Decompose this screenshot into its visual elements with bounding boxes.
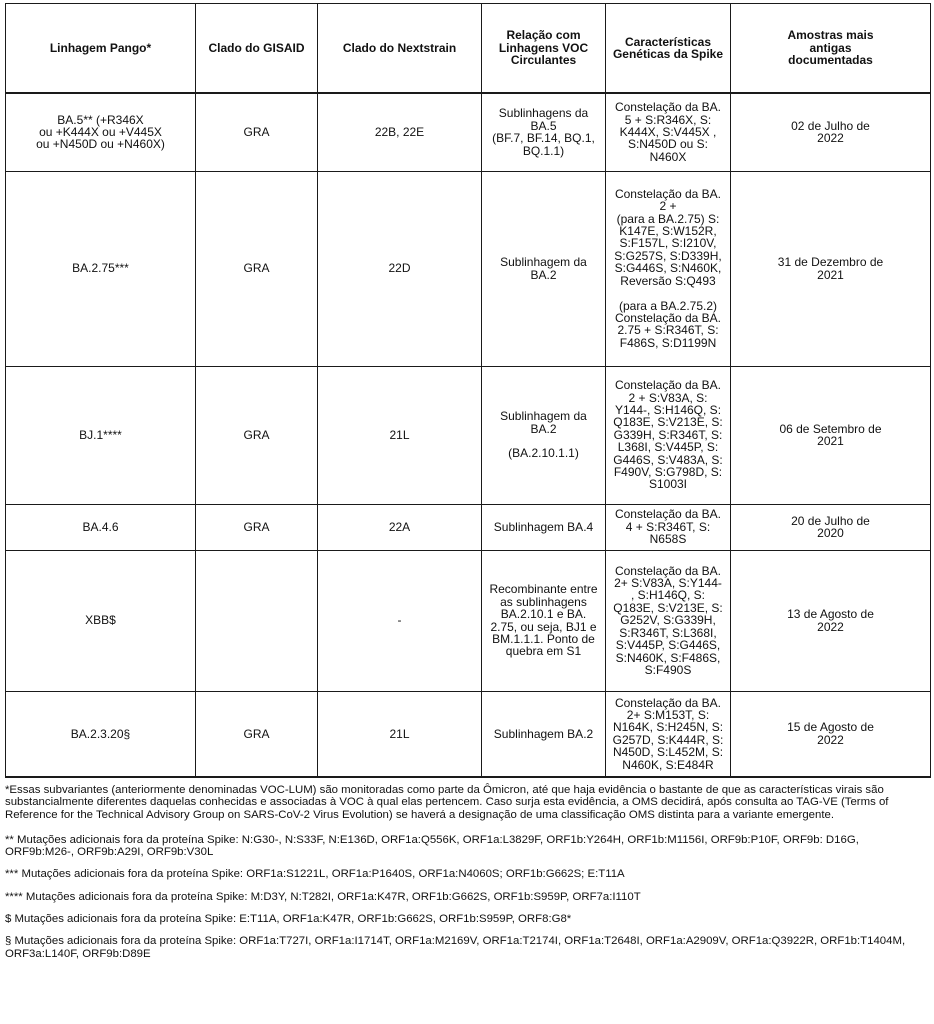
footnote-asterisk: *Essas subvariantes (anteriormente denominadas VOC-LUM) são monitoradas como parte da Ômicron, até que haja evidência o bastante de que as características virais são substancialmente diferentes daquelas conhecidas e associadas à VOC à qual elas pertencem. Caso surja esta evidência, a OMS decidirá, após consulta ao TAG-VE (Terms of Reference for the Technical Advisory Group on SARS-CoV-2 Virus Evolution) se haverá a designação de uma classificação OMS distinta para a variante emergente. [5, 784, 889, 821]
cell-gisaid: GRA [196, 366, 318, 504]
cell-lineage: BA.2.75*** [6, 171, 196, 366]
cell-spike: Constelação da BA. 5 + S:R346X, S: K444X, S:V445X , S:N450D ou S: N460X [606, 93, 731, 171]
footnote-dollar: $ Mutações adicionais fora da proteína Spike: E:T11A, ORF1a:K47R, ORF1b:G662S, ORF1b:S959P, ORF8:G8* [5, 913, 572, 926]
cell-gisaid: GRA [196, 171, 318, 366]
cell-spike: Constelação da BA. 2+ S:M153T, S: N164K, S:H245N, S: G257D, S:K444R, S: N450D, S:L452M, S: N460K, S:E484R [606, 691, 731, 777]
cell-samples: 31 de Dezembro de 2021 [731, 171, 931, 366]
table-row [6, 504, 931, 550]
cell-samples: 06 de Setembro de 2021 [731, 366, 931, 504]
header-amostras-antigas: Amostras mais antigas documentadas [731, 4, 931, 94]
cell-nextstrain: 22D [318, 171, 482, 366]
cell-relation: Sublinhagem BA.2 [482, 691, 606, 777]
table-row [6, 691, 931, 777]
cell-gisaid [196, 550, 318, 691]
cell-gisaid: GRA [196, 504, 318, 550]
cell-relation: Sublinhagem da BA.2 [482, 171, 606, 366]
cell-lineage: BA.5** (+R346X ou +K444X ou +V445X ou +N450D ou +N460X) [6, 93, 196, 171]
cell-relation: Sublinhagem da BA.2 (BA.2.10.1.1) [482, 366, 606, 504]
cell-spike: Constelação da BA. 2+ S:V83A, S:Y144- , S:H146Q, S: Q183E, S:V213E, S: G252V, S:G339H, S:R346T, S:L368I, S:V445P, S:G446S, S:N460K, S:F486S, S:F490S [606, 550, 731, 691]
cell-lineage: BJ.1**** [6, 366, 196, 504]
table-header-row [6, 4, 931, 94]
cell-lineage: BA.4.6 [6, 504, 196, 550]
cell-relation: Recombinante entre as sublinhagens BA.2.10.1 e BA. 2.75, ou seja, BJ1 e BM.1.1.1. Ponto de quebra em S1 [482, 550, 606, 691]
header-linhagem-pango: Linhagem Pango* [6, 4, 196, 94]
cell-spike: Constelação da BA. 2 + S:V83A, S: Y144-, S:H146Q, S: Q183E, S:V213E, S: G339H, S:R346T, S: L368I, S:V445P, S: G446S, S:V483A, S: F490V, S:G798D, S: S1003I [606, 366, 731, 504]
cell-nextstrain: - [318, 550, 482, 691]
footnote-double-asterisk: ** Mutações adicionais fora da proteína Spike: N:G30-, N:S33F, N:E136D, ORF1a:Q556K, ORF1a:L3829F, ORF1b:Y264H, ORF1b:M1156I, ORF9b:P10F, ORF9b: D16G, ORF9b:M26-, ORF9b:A29I, ORF9b:V30L [5, 833, 859, 859]
cell-samples: 13 de Agosto de 2022 [731, 550, 931, 691]
cell-relation: Sublinhagens da BA.5 (BF.7, BF.14, BQ.1, BQ.1.1) [482, 93, 606, 171]
cell-samples: 20 de Julho de 2020 [731, 504, 931, 550]
cell-gisaid: GRA [196, 93, 318, 171]
footnotes [5, 784, 927, 970]
cell-spike: Constelação da BA. 4 + S:R346T, S: N658S [606, 504, 731, 550]
cell-spike: Constelação da BA. 2 + (para a BA.2.75) S: K147E, S:W152R, S:F157L, S:I210V, S:G257S, S:D339H, S:G446S, S:N460K, Reversão S:Q493 (para a BA.2.75.2) Constelação da BA. 2.75 + S:R346T, S: F486S, S:D1199N [606, 171, 731, 366]
table-row [6, 93, 931, 171]
header-clado-nextstrain: Clado do Nextstrain [318, 4, 482, 94]
cell-nextstrain: 21L [318, 366, 482, 504]
cell-samples: 15 de Agosto de 2022 [731, 691, 931, 777]
header-relacao-voc: Relação com Linhagens VOC Circulantes [482, 4, 606, 94]
footnote-quad-asterisk: **** Mutações adicionais fora da proteína Spike: M:D3Y, N:T282I, ORF1a:K47R, ORF1b:G662S, ORF1b:S959P, ORF7a:I110T [5, 890, 641, 903]
cell-nextstrain: 21L [318, 691, 482, 777]
cell-nextstrain: 22A [318, 504, 482, 550]
cell-gisaid: GRA [196, 691, 318, 777]
table-row [6, 550, 931, 691]
footnote-triple-asterisk: *** Mutações adicionais fora da proteína Spike: ORF1a:S1221L, ORF1a:P1640S, ORF1a:N4060S; ORF1b:G662S; E:T11A [5, 868, 625, 881]
cell-lineage: XBB$ [6, 550, 196, 691]
cell-lineage: BA.2.3.20§ [6, 691, 196, 777]
header-caracteristicas-spike: Características Genéticas da Spike [606, 4, 731, 94]
table-row [6, 171, 931, 366]
header-clado-gisaid: Clado do GISAID [196, 4, 318, 94]
cell-relation: Sublinhagem BA.4 [482, 504, 606, 550]
footnote-section: § Mutações adicionais fora da proteína Spike: ORF1a:T727I, ORF1a:I1714T, ORF1a:M2169V, ORF1a:T2174I, ORF1a:T2648I, ORF1a:A2909V, ORF1a:Q3922R, ORF1b:T1404M, ORF3a:L140F, ORF9b:D89E [5, 935, 906, 960]
cell-nextstrain: 22B, 22E [318, 93, 482, 171]
table-row [6, 366, 931, 504]
variants-table [5, 3, 931, 778]
cell-samples: 02 de Julho de 2022 [731, 93, 931, 171]
